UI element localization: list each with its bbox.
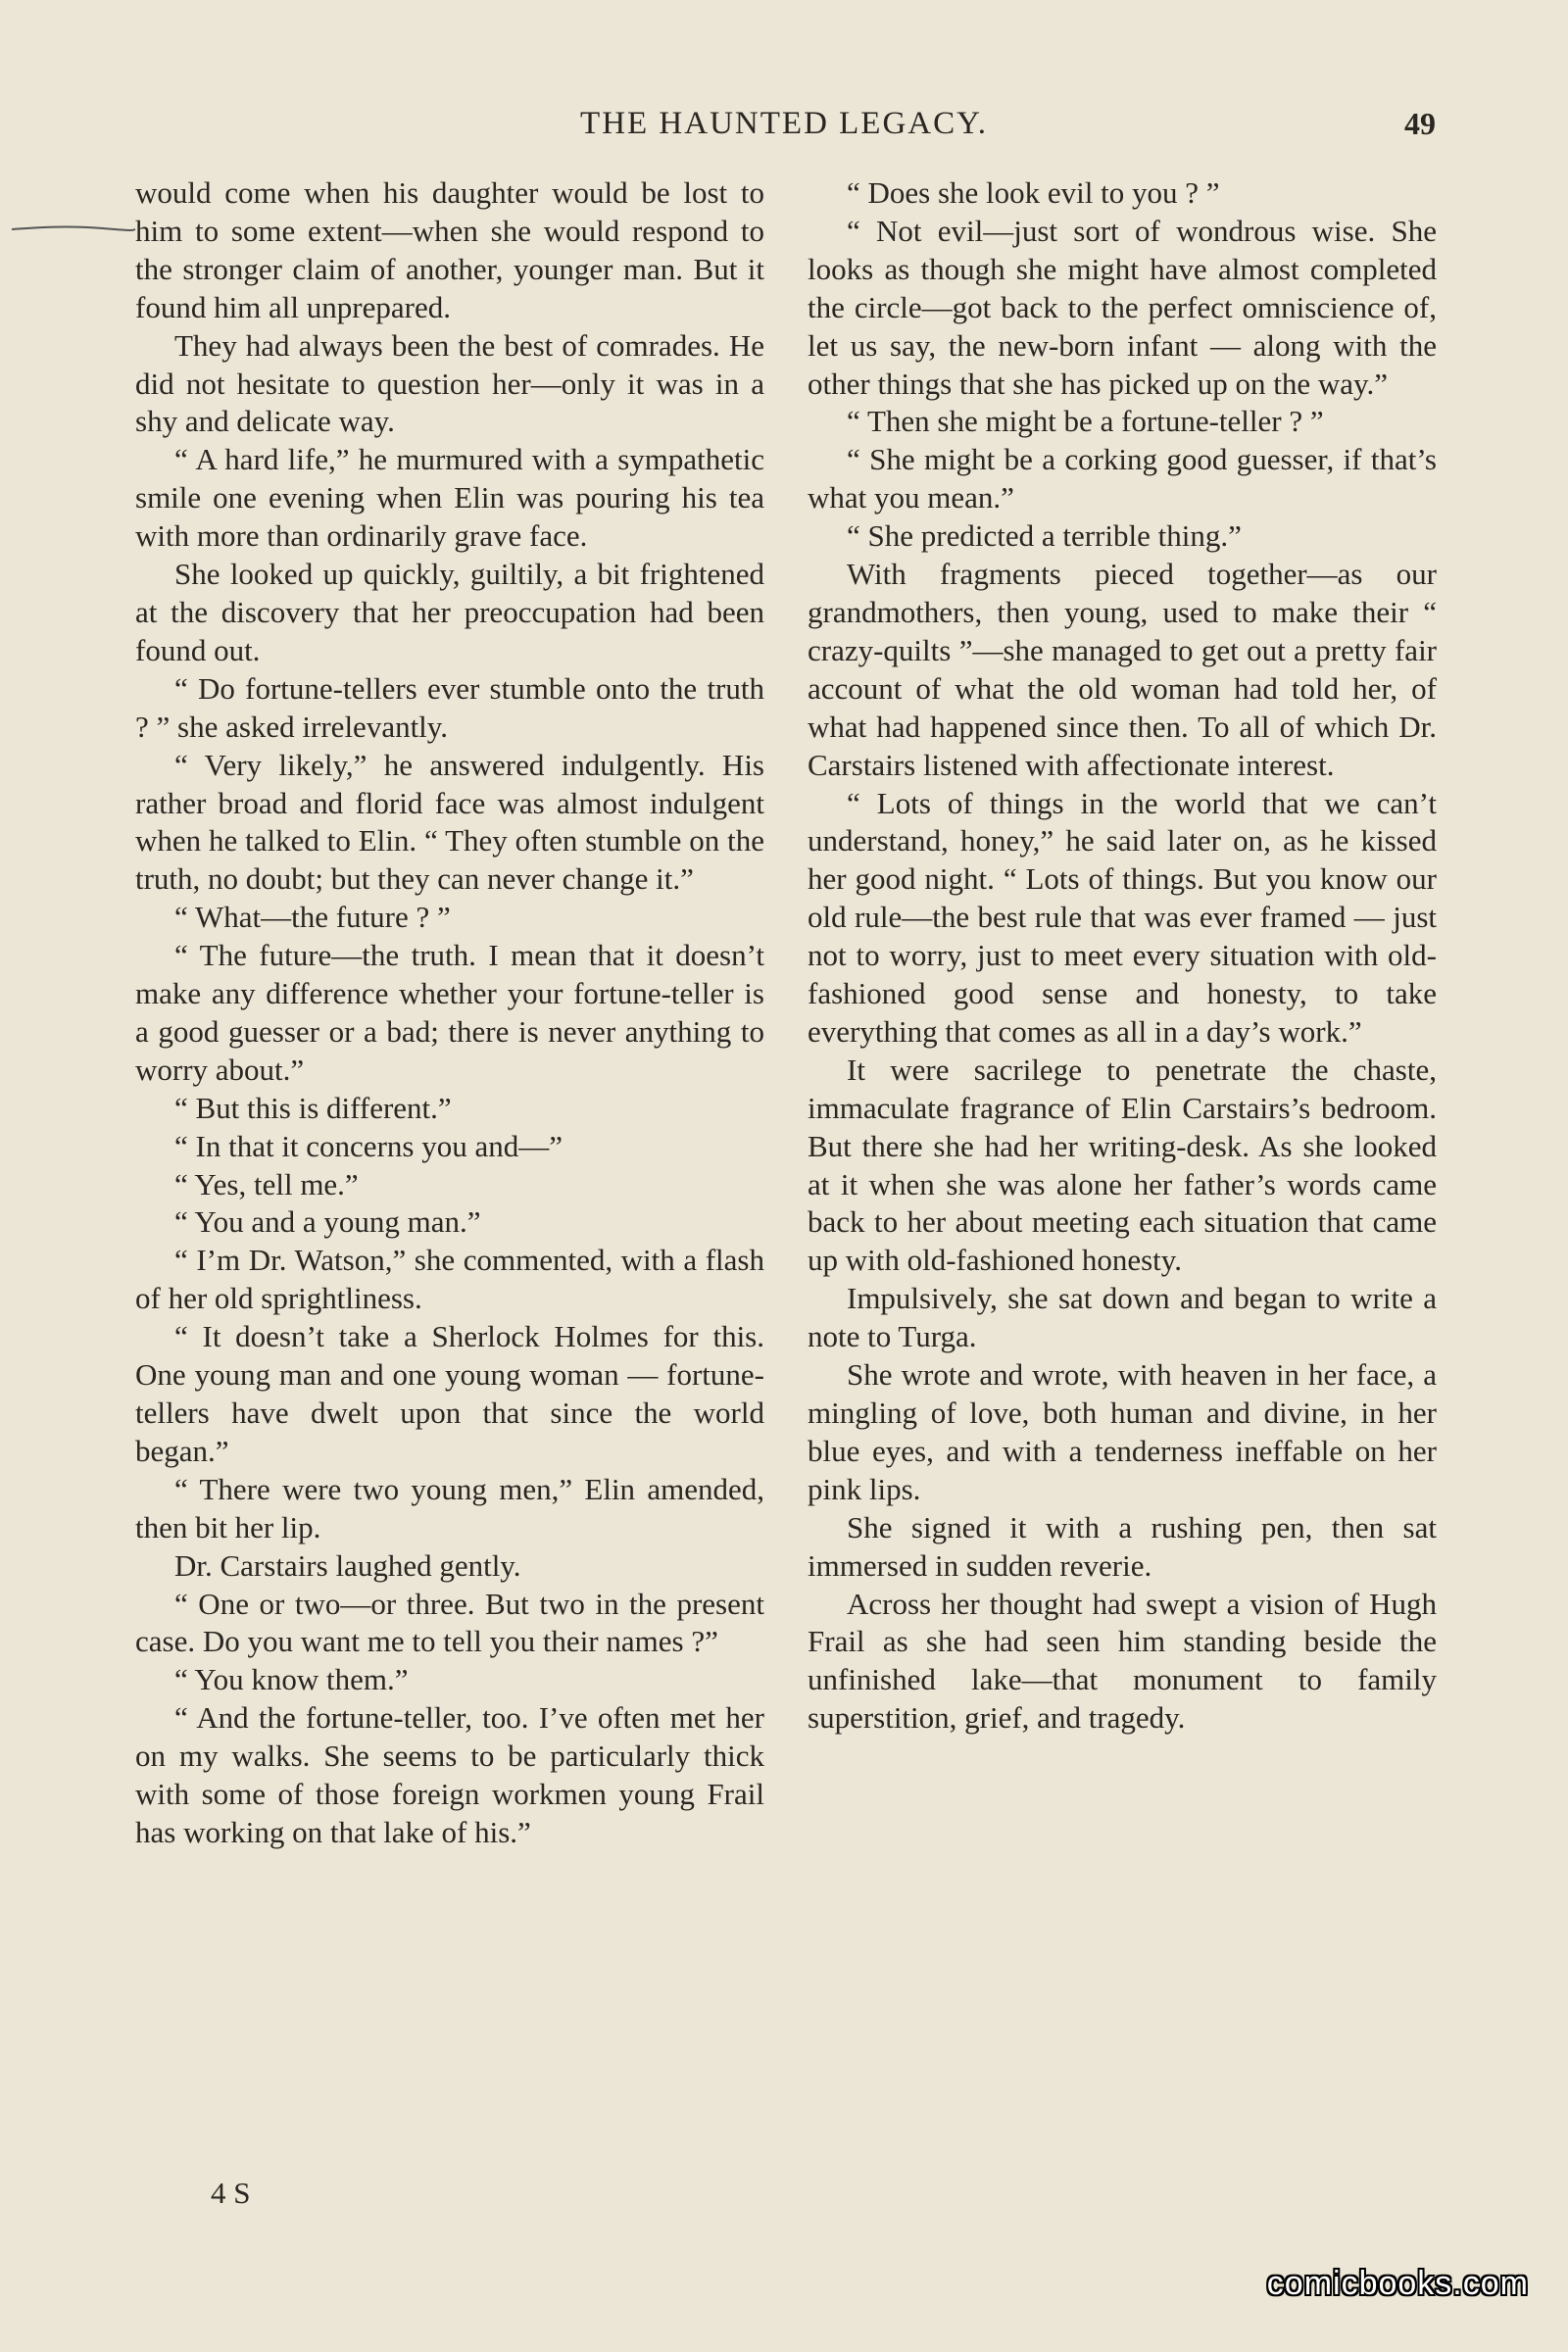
site-watermark: comicbooks.com bbox=[1266, 2265, 1529, 2302]
paragraph: “ I’m Dr. Watson,” she commented, with a flash of her old sprightliness. bbox=[135, 1243, 764, 1316]
left-column bbox=[135, 174, 764, 1852]
paragraph: “ Does she look evil to you ? ” bbox=[847, 175, 1220, 210]
paragraph: She signed it with a rushing pen, then sat immersed in sudden reverie. bbox=[808, 1509, 1437, 1583]
paragraph: “ A hard life,” he murmured with a sympathetic smile one evening when Elin was pouring his tea with more than ordinarily grave face. bbox=[135, 442, 764, 554]
paragraph: “ She predicted a terrible thing.” bbox=[847, 518, 1242, 554]
signature-mark: 4 S bbox=[211, 2176, 251, 2210]
paragraph: Dr. Carstairs laughed gently. bbox=[174, 1547, 521, 1583]
paragraph: Across her thought had swept a vision of Hugh Frail as she had seen him standing beside the unfinished lake—that monument to family superstition, grief, and tragedy. bbox=[808, 1586, 1437, 1736]
paragraph: would come when his daughter would be lost to him to some extent—when she would respond to the stronger claim of another, younger man. But it found him all unprepared. bbox=[135, 175, 764, 324]
paragraph: “ And the fortune-teller, too. I’ve often met her on my walks. She seems to be particularly thick with some of those foreign workmen young Frail has working on that lake of his.” bbox=[135, 1700, 764, 1849]
paragraph: “ You know them.” bbox=[174, 1662, 409, 1697]
paragraph: “ Do fortune-tellers ever stumble onto the truth ? ” she asked irrelevantly. bbox=[135, 670, 764, 744]
paragraph: “ Very likely,” he answered indulgently. His rather broad and florid face was almost indulgent when he talked to Elin. “ They often stumble on the truth, no doubt; but they can never change it.” bbox=[135, 747, 764, 897]
paragraph: “ Not evil—just sort of wondrous wise. She looks as though she might have almost completed the circle—got back to the perfect omniscience of, let us say, the new-born infant — along with the other things that she has picked up on the way.” bbox=[808, 213, 1437, 401]
paragraph: With fragments pieced together—as our grandmothers, then young, used to make their “ crazy-quilts ”—she managed to get out a pretty fair account of what the old woman had told her, of what had happened since then. To all of which Dr. Carstairs listened with affectionate interest. bbox=[808, 557, 1437, 782]
paragraph: “ But this is different.” bbox=[174, 1090, 452, 1125]
paragraph: It were sacrilege to penetrate the chaste, immaculate fragrance of Elin Carstairs’s bedroom. But there she had her writing-desk. As she looked at it when she was alone her father’s words came back to her about meeting each situation that came up with old-fashioned honesty. bbox=[808, 1052, 1437, 1278]
paragraph: “ You and a young man.” bbox=[174, 1204, 481, 1240]
pencil-mark bbox=[10, 221, 137, 235]
paragraph: “ Lots of things in the world that we can’t understand, honey,” he said later on, as he kissed her good night. “ Lots of things. But you know our old rule—the best rule that was ever framed — just not to worry, just to meet every situation with old-fashioned good sense and honesty, to take everything that comes as all in a day’s work.” bbox=[808, 785, 1437, 1049]
right-column bbox=[808, 174, 1437, 1738]
page-header bbox=[132, 106, 1436, 151]
page-number: 49 bbox=[1404, 106, 1436, 141]
paragraph: They had always been the best of comrades. He did not hesitate to question her—only it was in a shy and delicate way. bbox=[135, 327, 764, 439]
paragraph: “ She might be a corking good guesser, if that’s what you mean.” bbox=[808, 442, 1437, 515]
paragraph: “ Yes, tell me.” bbox=[174, 1166, 359, 1201]
paragraph: She looked up quickly, guiltily, a bit frightened at the discovery that her preoccupation had been found out. bbox=[135, 557, 764, 667]
paragraph: “ There were two young men,” Elin amended, then bit her lip. bbox=[135, 1471, 764, 1544]
paragraph: “ It doesn’t take a Sherlock Holmes for this. One young man and one young woman — fortune-tellers have dwelt upon that since the world began.” bbox=[135, 1319, 764, 1468]
paragraph: “ One or two—or three. But two in the present case. Do you want me to tell you their names ?” bbox=[135, 1586, 764, 1659]
running-title: THE HAUNTED LEGACY. bbox=[580, 106, 988, 141]
paragraph: “ In that it concerns you and—” bbox=[174, 1128, 563, 1163]
paragraph: She wrote and wrote, with heaven in her face, a mingling of love, both human and divine, in her blue eyes, and with a tenderness ineffable on her pink lips. bbox=[808, 1357, 1437, 1506]
paragraph: “ What—the future ? ” bbox=[174, 900, 451, 935]
paragraph: Impulsively, she sat down and began to write a note to Turga. bbox=[808, 1281, 1437, 1354]
paragraph: “ The future—the truth. I mean that it doesn’t make any difference whether your fortune-teller is a good guesser or a bad; there is never anything to worry about.” bbox=[135, 938, 764, 1087]
paragraph: “ Then she might be a fortune-teller ? ” bbox=[847, 404, 1324, 439]
